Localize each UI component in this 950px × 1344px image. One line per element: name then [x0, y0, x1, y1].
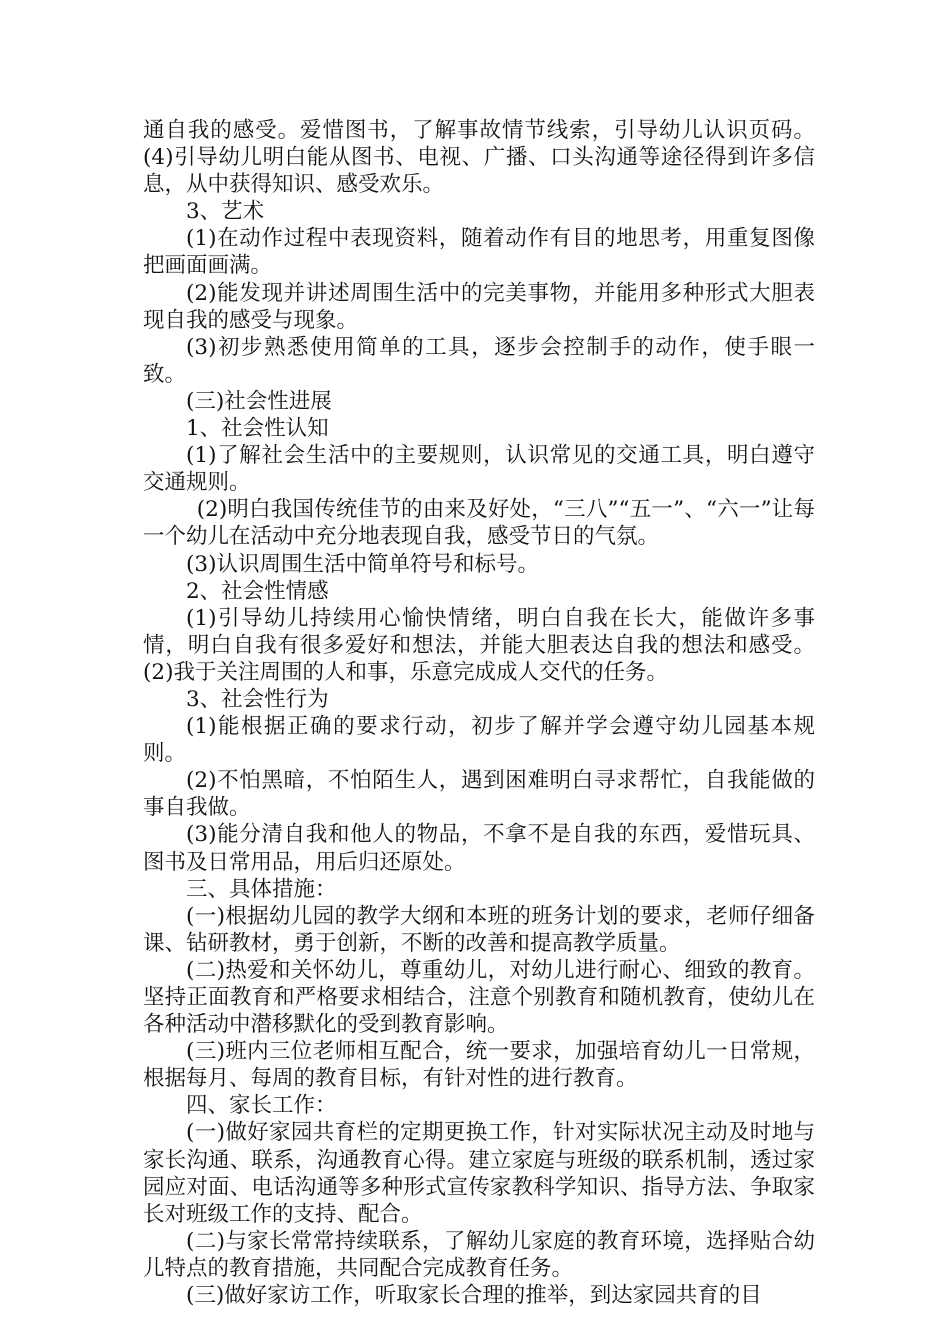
section-heading: 三、具体措施：	[186, 876, 337, 902]
paragraph: (3)认识周围生活中简单符号和标号。	[186, 551, 539, 577]
paragraph: (2)不怕黑暗，不怕陌生人，遇到困难明白寻求帮忙，自我能做的事自我做。	[143, 768, 815, 821]
section-heading: 2、社会性情感	[186, 578, 329, 604]
paragraph: (3)能分清自我和他人的物品，不拿不是自我的东西，爱惜玩具、图书及日常用品，用后归还原处。	[143, 822, 815, 875]
section-heading: 1、社会性认知	[186, 416, 329, 442]
section-heading: 四、家长工作：	[186, 1093, 337, 1119]
section-heading: 3、艺术	[186, 199, 265, 225]
paragraph: (3)初步熟悉使用简单的工具，逐步会控制手的动作，使手眼一致。	[143, 334, 815, 387]
section-heading: (三)社会性进展	[186, 388, 332, 414]
paragraph: (三)做好家访工作，听取家长合理的推举，到达家园共育的目	[186, 1283, 762, 1309]
paragraph: (一)做好家园共育栏的定期更换工作，针对实际状况主动及时地与家长沟通、联系，沟通教育心得。建立家庭与班级的联系机制，透过家园应对面、电话沟通等多种形式宣传家教科学知识、指导方法、争取家长对班级工作的支持、配合。	[143, 1120, 815, 1227]
document-body	[143, 117, 815, 1309]
paragraph: (1)引导幼儿持续用心愉快情绪，明白自我在长大，能做许多事情，明白自我有很多爱好和想法，并能大胆表达自我的想法和感受。(2)我于关注周围的人和事，乐意完成成人交代的任务。	[143, 605, 815, 685]
paragraph: 通自我的感受。爱惜图书，了解事故情节线索，引导幼儿认识页码。(4)引导幼儿明白能从图书、电视、广播、口头沟通等途径得到许多信息，从中获得知识、感受欢乐。	[143, 118, 815, 198]
paragraph: (二)热爱和关怀幼儿，尊重幼儿，对幼儿进行耐心、细致的教育。坚持正面教育和严格要求相结合，注意个别教育和随机教育，使幼儿在各种活动中潜移默化的受到教育影响。	[143, 957, 815, 1038]
paragraph: (1)能根据正确的要求行动，初步了解并学会遵守幼儿园基本规则。	[143, 714, 815, 767]
section-heading: 3、社会性行为	[186, 686, 329, 712]
paragraph: (三)班内三位老师相互配合，统一要求，加强培育幼儿一日常规，根据每月、每周的教育目标，有针对性的进行教育。	[143, 1039, 815, 1092]
paragraph: (2)能发现并讲述周围生活中的完美事物，并能用多种形式大胆表现自我的感受与现象。	[143, 280, 815, 333]
paragraph: (1)在动作过程中表现资料，随着动作有目的地思考，用重复图像把画面画满。	[143, 226, 815, 279]
paragraph: (1)了解社会生活中的主要规则，认识常见的交通工具，明白遵守交通规则。	[143, 443, 815, 496]
paragraph: (一)根据幼儿园的教学大纲和本班的班务计划的要求，老师仔细备课、钻研教材，勇于创新，不断的改善和提高教学质量。	[143, 903, 815, 956]
paragraph: (二)与家长常常持续联系，了解幼儿家庭的教育环境，选择贴合幼儿特点的教育措施，共同配合完成教育任务。	[143, 1228, 815, 1281]
paragraph: (2)明白我国传统佳节的由来及好处，“三八”“五一”、“六一”让每一个幼儿在活动中充分地表现自我，感受节日的气氛。	[143, 497, 815, 550]
